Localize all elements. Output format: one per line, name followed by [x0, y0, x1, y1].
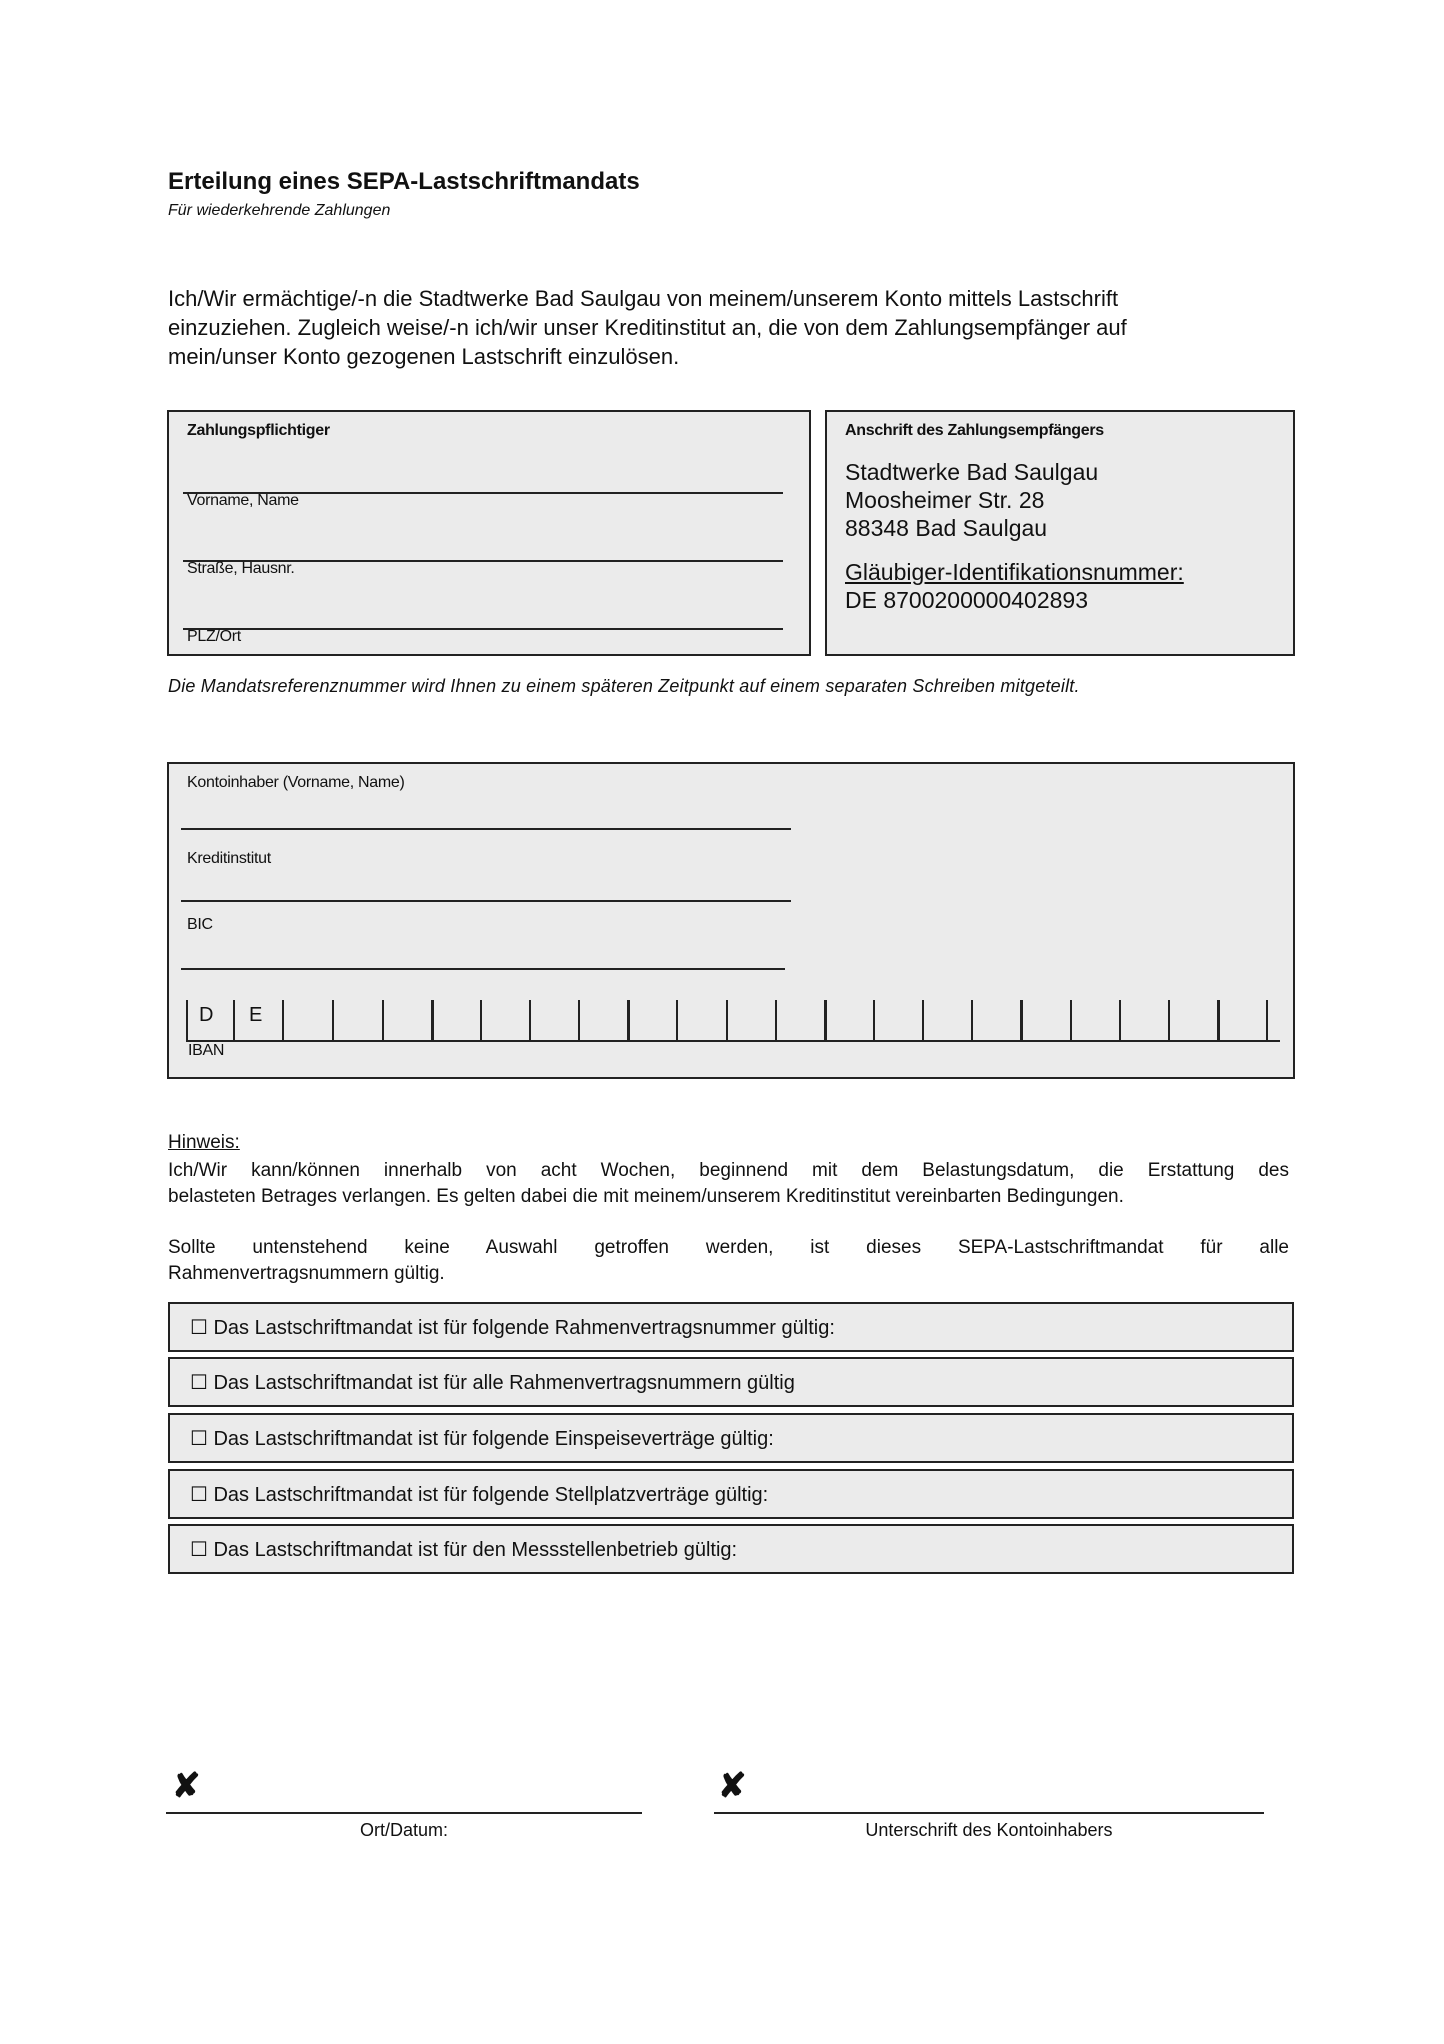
iban-label: IBAN — [188, 1042, 225, 1059]
payee-heading: Anschrift des Zahlungsempfängers — [845, 422, 1104, 439]
iban-group-tick — [431, 1000, 434, 1040]
option-label: ☐ Das Lastschriftmandat ist für den Messstellenbetrieb gültig: — [190, 1538, 738, 1561]
option-label: ☐ Das Lastschriftmandat ist für folgende Rahmenvertragsnummer gültig: — [190, 1316, 835, 1339]
option-label: ☐ Das Lastschriftmandat ist für alle Rahmenvertragsnummern gültig — [190, 1371, 795, 1394]
bic-input[interactable] — [181, 968, 785, 970]
authorization-line: Ich/Wir ermächtige/-n die Stadtwerke Bad Saulgau von meinem/unserem Konto mittels Lastschrift — [168, 286, 1119, 311]
hint-line: Sollte untenstehend keine Auswahl getroffen werden, ist dieses SEPA-Lastschriftmandat für alle — [168, 1237, 1289, 1258]
payee-street: Moosheimer Str. 28 — [845, 487, 1045, 513]
iban-tick — [282, 1000, 284, 1040]
creditor-id-label: Gläubiger-Identifikationsnummer: — [845, 559, 1184, 585]
signature-label: Unterschrift des Kontoinhabers — [865, 1820, 1113, 1840]
holder-label: Kontoinhaber (Vorname, Name) — [187, 774, 405, 791]
bank-label: Kreditinstitut — [187, 850, 271, 867]
iban-tick — [233, 1000, 235, 1040]
iban-tick — [775, 1000, 777, 1040]
option-framework-contract[interactable] — [168, 1302, 1294, 1352]
iban-group-tick — [1020, 1000, 1023, 1040]
sign-here-mark-icon: ✘ — [172, 1767, 201, 1805]
iban-tick — [578, 1000, 580, 1040]
option-label: ☐ Das Lastschriftmandat ist für folgende Stellplatzverträge gültig: — [190, 1483, 769, 1506]
option-metering-operation[interactable] — [168, 1524, 1294, 1574]
iban-tick — [1266, 1000, 1268, 1040]
iban-tick — [1119, 1000, 1121, 1040]
iban-tick — [971, 1000, 973, 1040]
payer-heading: Zahlungspflichtiger — [187, 422, 330, 439]
authorization-line: einzuziehen. Zugleich weise/-n ich/wir unser Kreditinstitut an, die von dem Zahlungsempfänger auf — [168, 315, 1127, 340]
iban-tick — [1070, 1000, 1072, 1040]
iban-tick — [873, 1000, 875, 1040]
iban-tick — [1168, 1000, 1170, 1040]
iban-country-char-2: E — [249, 1004, 263, 1026]
payee-company: Stadtwerke Bad Saulgau — [845, 459, 1099, 485]
option-label: ☐ Das Lastschriftmandat ist für folgende Einspeiseverträge gültig: — [190, 1427, 774, 1450]
authorization-text — [168, 284, 1288, 371]
creditor-id: DE 8700200000402893 — [845, 587, 1089, 613]
payer-city-label: PLZ/Ort — [187, 628, 241, 645]
option-all-framework-contracts[interactable] — [168, 1357, 1294, 1407]
iban-tick — [332, 1000, 334, 1040]
hint-line: belasteten Betrages verlangen. Es gelten dabei die mit meinem/unserem Kreditinstitut vereinbarten Bedingungen. — [168, 1186, 1124, 1207]
payee-address — [845, 458, 1184, 614]
sign-here-mark-icon: ✘ — [718, 1767, 747, 1805]
iban-group-tick — [1217, 1000, 1220, 1040]
form-subtitle: Für wiederkehrende Zahlungen — [168, 202, 391, 219]
iban-tick — [186, 1000, 188, 1040]
bank-input[interactable] — [181, 900, 791, 902]
option-feed-in-contracts[interactable] — [168, 1413, 1294, 1463]
hint-line: Rahmenvertragsnummern gültig. — [168, 1263, 445, 1284]
iban-tick — [676, 1000, 678, 1040]
payer-street-label: Straße, Hausnr. — [187, 560, 295, 577]
iban-country-char-1: D — [199, 1004, 214, 1026]
hint-heading: Hinweis: — [168, 1132, 240, 1153]
payer-box — [167, 410, 811, 656]
payer-name-label: Vorname, Name — [187, 492, 299, 509]
bic-label: BIC — [187, 916, 213, 933]
hint-line: Ich/Wir kann/können innerhalb von acht Wochen, beginnend mit dem Belastungsdatum, die Erstattung des — [168, 1160, 1289, 1181]
payee-city: 88348 Bad Saulgau — [845, 515, 1048, 541]
iban-group-tick — [627, 1000, 630, 1040]
iban-tick — [726, 1000, 728, 1040]
signature-input[interactable] — [714, 1812, 1264, 1814]
form-title: Erteilung eines SEPA-Lastschriftmandats — [168, 168, 640, 195]
iban-tick — [480, 1000, 482, 1040]
authorization-line: mein/unser Konto gezogenen Lastschrift einzulösen. — [168, 344, 680, 369]
option-parking-contracts[interactable] — [168, 1469, 1294, 1519]
mandate-reference-note: Die Mandatsreferenznummer wird Ihnen zu einem späteren Zeitpunkt auf einem separaten Schreiben mitgeteilt. — [168, 676, 1080, 696]
place-date-input[interactable] — [166, 1812, 642, 1814]
iban-tick — [529, 1000, 531, 1040]
holder-input[interactable] — [181, 828, 791, 830]
payer-city-input[interactable] — [183, 628, 783, 630]
iban-group-tick — [824, 1000, 827, 1040]
iban-field[interactable] — [186, 1000, 1280, 1042]
iban-tick — [382, 1000, 384, 1040]
iban-tick — [922, 1000, 924, 1040]
payee-box — [825, 410, 1295, 656]
place-date-label: Ort/Datum: — [359, 1820, 448, 1840]
